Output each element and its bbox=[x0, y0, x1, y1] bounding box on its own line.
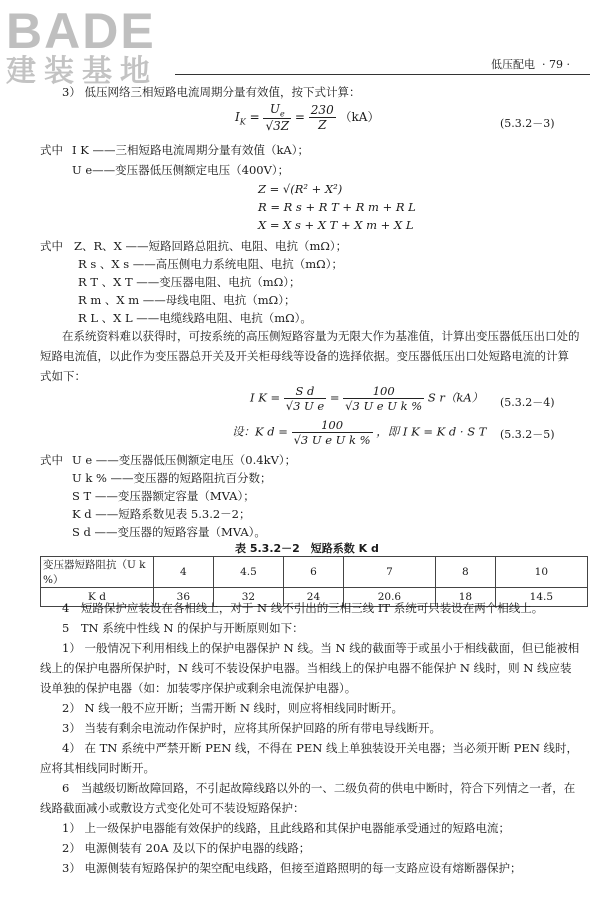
def-line: R T 、X T ——变压器电阻、电抗（mΩ）； bbox=[78, 275, 301, 289]
table-cell: 24 bbox=[284, 588, 344, 607]
clause-5: 5 TN 系统中性线 N 的保护与开断原则如下： bbox=[62, 621, 304, 635]
section-title: 低压配电 bbox=[491, 58, 536, 71]
def-line: K d ——短路系数见表 5.3.2－2； bbox=[72, 507, 251, 521]
def-line: S T ——变压器额定容量（MVA）； bbox=[72, 489, 255, 503]
table-cell: 18 bbox=[436, 588, 496, 607]
table-cell: 32 bbox=[213, 588, 283, 607]
running-header bbox=[491, 56, 570, 72]
def-ik: I K ——三相短路电流周期分量有效值（kA）； bbox=[72, 143, 309, 157]
header-rule bbox=[175, 74, 590, 75]
def-line: U k % ——变压器的短路阻抗百分数； bbox=[72, 471, 272, 485]
def-line: Z、R、X ——短路回路总阻抗、电阻、电抗（mΩ）； bbox=[74, 239, 348, 253]
wherein-label: 式中 bbox=[40, 143, 63, 157]
table-row-header: 变压器短路阻抗（U k %） bbox=[41, 557, 154, 588]
def-line: R L 、X L ——电缆线路电阻、电抗（mΩ）。 bbox=[78, 311, 312, 325]
equation-r: R = R s + R T + R m + R L bbox=[258, 200, 416, 214]
clause-6: 6 当越级切断故障回路，不引起故障线路以外的一、二级负荷的供电中断时，符合下列情之一者，在线路截面减小或敷设方式变化处可不装设短路保护： bbox=[40, 781, 576, 815]
def-ue: U e——变压器低压侧额定电压（400V）； bbox=[72, 163, 290, 177]
table-cell: 7 bbox=[343, 557, 435, 588]
equation-ik-base: I K = $\frac{\text{S d}}{\text{√3 U e}}$ = $\frac{100}{\text{√3 U e U k \%}}$ S r（kA） bbox=[250, 384, 484, 413]
equation-number: (5.3.2－3) bbox=[500, 117, 555, 130]
logo-subtitle: 建装基地 bbox=[6, 54, 158, 89]
clause-5-1: 1） 一般情况下利用相线上的保护电器保护 N 线。当 N 线的截面等于或虽小于相线截面，但已能被相线上的保护电器所保护时，N 线可不装设保护电器。当相线上的保护电器不能保护 N 线时，则 N 线应装设单独的保护电器（如：加装零序保护或剩余电流保护电器）。 bbox=[40, 641, 580, 695]
def-line: S d ——变压器的短路容量（MVA）。 bbox=[72, 525, 266, 539]
table-cell: 4 bbox=[154, 557, 214, 588]
clause-6-3: 3） 电源侧装有短路保护的架空配电线路，但接至道路照明的每一支路应设有熔断器保护； bbox=[62, 861, 522, 875]
table-cell: 36 bbox=[154, 588, 214, 607]
table-cell: 4.5 bbox=[213, 557, 283, 588]
equation-kd: 设：K d = $\frac{100}{\text{√3 U e U k \%}}$ ，即 I K = K d · S T bbox=[232, 418, 487, 447]
table-row bbox=[41, 557, 588, 588]
table-cell: 20.6 bbox=[343, 588, 435, 607]
table-cell: 14.5 bbox=[495, 588, 587, 607]
wherein-label: 式中 bbox=[40, 453, 63, 467]
table-cell: 6 bbox=[284, 557, 344, 588]
equation-x: X = X s + X T + X m + X L bbox=[258, 218, 414, 232]
paragraph-system: 在系统资料难以获得时，可按系统的高压侧短路容量为无限大作为基准值，计算出变压器低压出口处的短路电流值，以此作为变压器总开关及开关柜母线等设备的选择依据。变压器低压出口处短路电流的计算式如下： bbox=[40, 329, 580, 383]
equation-number: (5.3.2－5) bbox=[500, 428, 555, 441]
wherein-label: 式中 bbox=[40, 239, 63, 253]
equation-number: (5.3.2－4) bbox=[500, 396, 555, 409]
page-number: · 79 · bbox=[542, 58, 570, 71]
clause-5-4: 4） 在 TN 系统中严禁开断 PEN 线，不得在 PEN 线上单独装设开关电器；当必须开断 PEN 线时，应将其相线同时断开。 bbox=[40, 741, 579, 775]
clause-6-1: 1） 上一级保护电器能有效保护的线路，且此线路和其保护电器能承受通过的短路电流； bbox=[62, 821, 510, 835]
table-caption: 表 5.3.2－2 短路系数 K d bbox=[235, 542, 379, 555]
def-line: R m 、X m ——母线电阻、电抗（mΩ）； bbox=[78, 293, 296, 307]
table-cell: 8 bbox=[436, 557, 496, 588]
clause-4: 4 短路保护应装设在各相线上，对于 N 线不引出的三相三线 IT 系统可只装设在两个相线上。 bbox=[62, 601, 544, 615]
table-row-header: K d bbox=[41, 588, 154, 607]
clause-5-2: 2） N 线一般不应开断；当需开断 N 线时，则应将相线同时断开。 bbox=[62, 701, 404, 715]
def-line: U e ——变压器低压侧额定电压（0.4kV）； bbox=[72, 453, 297, 467]
table-cell: 10 bbox=[495, 557, 587, 588]
clause-5-3: 3） 当装有剩余电流动作保护时，应将其所保护回路的所有带电导线断开。 bbox=[62, 721, 441, 735]
equation-z: Z = √(R² + X²) bbox=[258, 182, 343, 196]
def-line: R s 、X s ——高压侧电力系统电阻、电抗（mΩ）； bbox=[78, 257, 343, 271]
equation-ik: $I_K$ = $\frac{U_e}{√3Z}$ = $\frac{230}{Z}$ （kA） bbox=[235, 102, 380, 134]
item3-title: 3） 低压网络三相短路电流周期分量有效值，按下式计算： bbox=[62, 85, 361, 99]
logo: BADE bbox=[6, 3, 156, 59]
clause-6-2: 2） 电源侧装有 20A 及以下的保护电器的线路； bbox=[62, 841, 311, 855]
